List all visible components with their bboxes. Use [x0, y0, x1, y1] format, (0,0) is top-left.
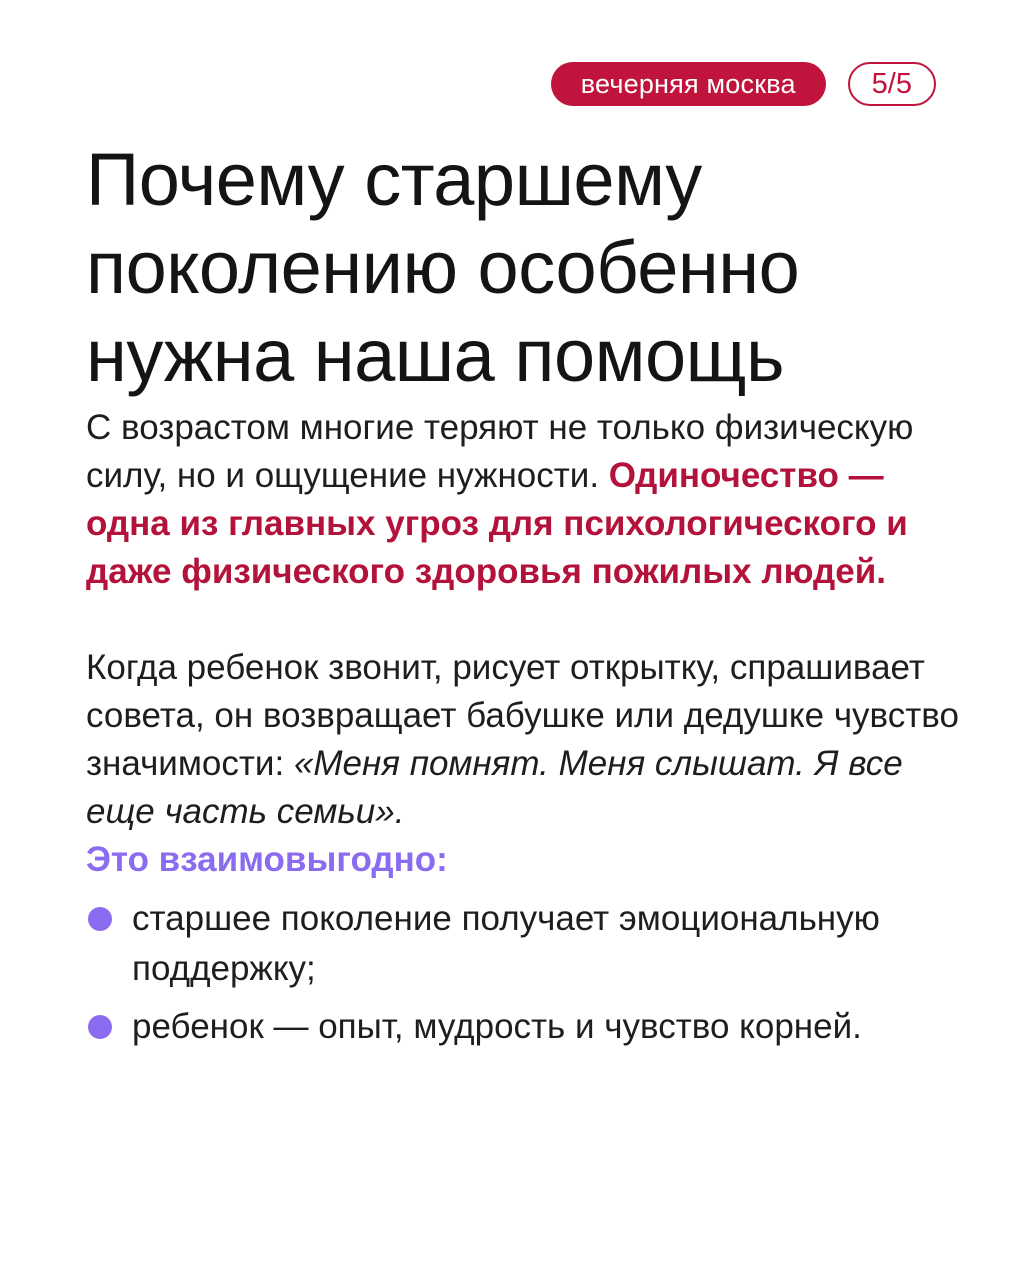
article-body [86, 404, 966, 1060]
intro-plain: С возрастом многие теряют не только физическую силу, но и ощущение нужности. [86, 408, 914, 495]
list-item-text: старшее поколение получает эмоциональную поддержку; [132, 899, 880, 988]
paragraph-two-plain: Когда ребенок звонит, рисует открытку, спрашивает совета, он возвращает бабушке или дедушке чувство значимости: [86, 648, 959, 783]
list-item-text: ребенок — опыт, мудрость и чувство корней. [132, 1007, 862, 1046]
list-item [86, 1002, 966, 1052]
benefit-heading: Это взаимовыгодно: [86, 840, 448, 879]
page-indicator: 5/5 [848, 62, 936, 106]
intro-text [86, 404, 966, 596]
bullet-dot-icon [88, 907, 112, 931]
intro-highlight: Одиночество — одна из главных угроз для психологического и даже физического здоровья пожилых людей. [86, 456, 908, 591]
list-item [86, 894, 966, 994]
paragraph-two [86, 644, 966, 836]
benefit-list [86, 894, 966, 1052]
paragraph-gap [86, 596, 966, 644]
page-title: Почему старшему поколению особенно нужна наша помощь [86, 138, 800, 397]
bullet-dot-icon [88, 1015, 112, 1039]
header [551, 62, 936, 106]
brand-badge: вечерняя москва [551, 62, 826, 106]
quote-text: «Меня помнят. Меня слышат. Я все еще часть семьи». [86, 744, 903, 831]
